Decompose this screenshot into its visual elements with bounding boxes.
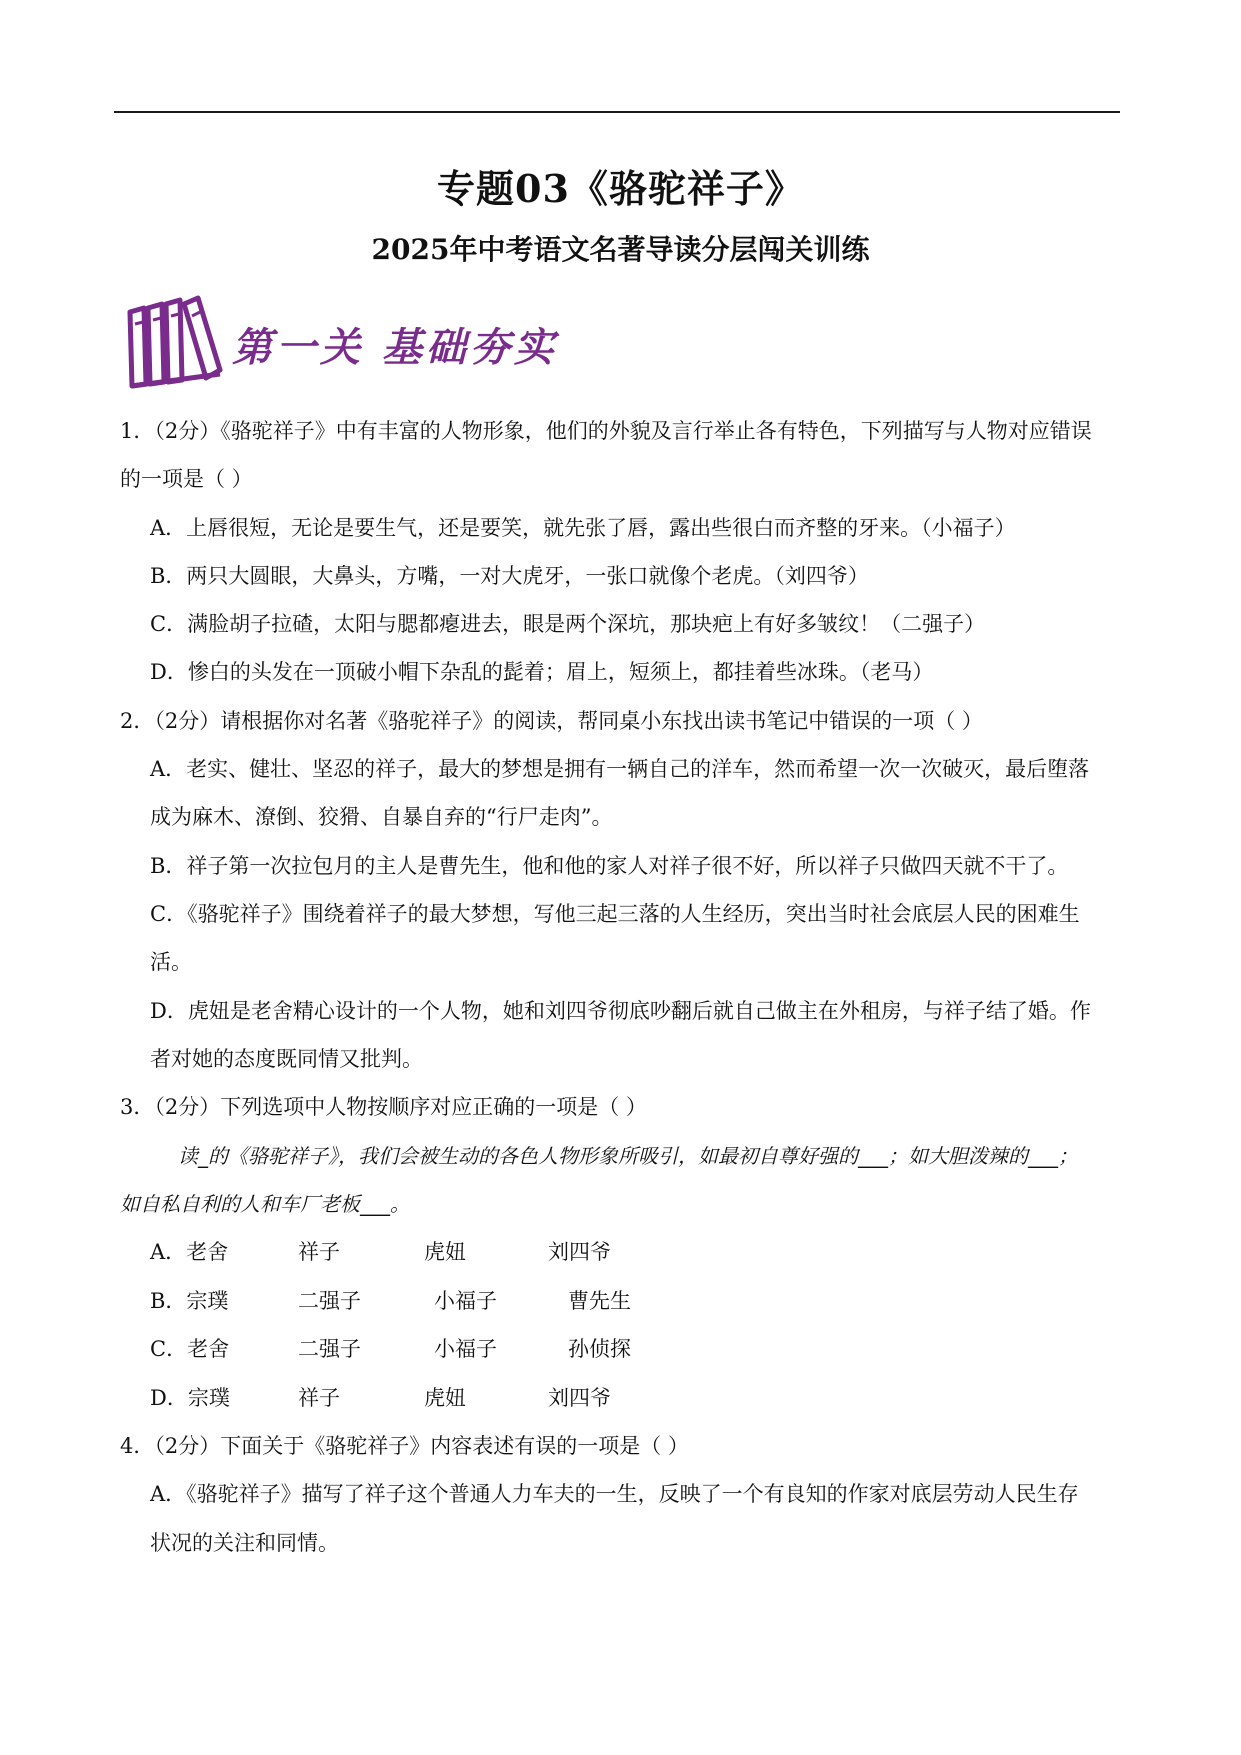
q3-option-b: B．宗璞 — [150, 1289, 229, 1313]
q4-option-a-cont: 状况的关注和同情。 — [150, 1531, 339, 1555]
page-title: 专题03《骆驼祥子》 — [437, 166, 804, 211]
q3-option-a: A．老舍 — [150, 1240, 229, 1264]
q3-option-a-col1: 祥子 — [298, 1240, 340, 1264]
q3-option-d: D．宗璞 — [150, 1386, 230, 1410]
q3-option-b-col3: 曹先生 — [568, 1289, 631, 1313]
page-subtitle: 2025年中考语文名著导读分层闯关训练 — [371, 233, 870, 266]
books-icon — [124, 294, 224, 390]
q3-option-b-col1: 二强子 — [298, 1289, 361, 1313]
q3-option-c-col2: 小福子 — [434, 1337, 497, 1361]
q2-option-a-cont: 成为麻木、潦倒、狡猾、自暴自弃的“行尸走肉”。 — [150, 805, 613, 829]
q3-option-d-col2: 虎妞 — [424, 1386, 466, 1410]
q3-option-d-col3: 刘四爷 — [548, 1386, 611, 1410]
q1-stem: 1．（2分）《骆驼祥子》中有丰富的人物形象，他们的外貌及言行举止各有特色，下列描写与人物对应错误 — [120, 419, 1092, 443]
q3-option-c-col3: 孙侦探 — [568, 1337, 631, 1361]
q2-option-c: C．《骆驼祥子》围绕着祥子的最大梦想，写他三起三落的人生经历，突出当时社会底层人民的困难生 — [150, 902, 1080, 926]
q2-option-c-cont: 活。 — [150, 950, 192, 974]
section-banner — [124, 294, 558, 390]
q1-option-a: A．上唇很短，无论是要生气，还是要笑，就先张了唇，露出些很白而齐整的牙来。（小福子） — [150, 516, 1016, 540]
q3-option-c-col1: 二强子 — [298, 1337, 361, 1361]
q3-passage: 读_的《骆驼祥子》，我们会被生动的各色人物形象所吸引，如最初自尊好强的___；如大胆泼辣的___； — [178, 1144, 1078, 1168]
q2-stem: 2．（2分）请根据你对名著《骆驼祥子》的阅读，帮同桌小东找出读书笔记中错误的一项（ ） — [120, 709, 983, 733]
q3-option-a-col3: 刘四爷 — [548, 1240, 611, 1264]
q1-stem-cont: 的一项是（ ） — [120, 467, 253, 491]
q2-option-d-cont: 者对她的态度既同情又批判。 — [150, 1047, 423, 1071]
q1-option-c: C．满脸胡子拉碴，太阳与腮都瘪进去，眼是两个深坑，那块疤上有好多皱纹！（二强子） — [150, 612, 986, 636]
q1-option-d: D．惨白的头发在一顶破小帽下杂乱的髭着；眉上，短须上，都挂着些冰珠。（老马） — [150, 660, 934, 684]
q3-passage-cont: 如自私自利的人和车厂老板___。 — [120, 1192, 410, 1216]
q3-option-a-col2: 虎妞 — [424, 1240, 466, 1264]
q2-option-a: A．老实、健壮、坚忍的祥子，最大的梦想是拥有一辆自己的洋车，然而希望一次一次破灭，最后堕落 — [150, 757, 1090, 781]
q1-option-b: B．两只大圆眼，大鼻头，方嘴，一对大虎牙，一张口就像个老虎。（刘四爷） — [150, 564, 869, 588]
q2-option-b: B．祥子第一次拉包月的主人是曹先生，他和他的家人对祥子很不好，所以祥子只做四天就不干了。 — [150, 854, 1069, 878]
q4-stem: 4．（2分）下面关于《骆驼祥子》内容表述有误的一项是（ ） — [120, 1434, 689, 1458]
q3-option-b-col2: 小福子 — [434, 1289, 497, 1313]
q3-option-c: C．老舍 — [150, 1337, 230, 1361]
header-rule — [114, 111, 1120, 113]
q2-option-d: D．虎妞是老舍精心设计的一个人物，她和刘四爷彻底吵翻后就自己做主在外租房，与祥子结了婚。作 — [150, 999, 1091, 1023]
q3-stem: 3．（2分）下列选项中人物按顺序对应正确的一项是（ ） — [120, 1095, 647, 1119]
q4-option-a: A．《骆驼祥子》描写了祥子这个普通人力车夫的一生，反映了一个有良知的作家对底层劳动人民生存 — [150, 1482, 1079, 1506]
q3-option-d-col1: 祥子 — [298, 1386, 340, 1410]
banner-label: 第一关 基础夯实 — [232, 324, 558, 371]
